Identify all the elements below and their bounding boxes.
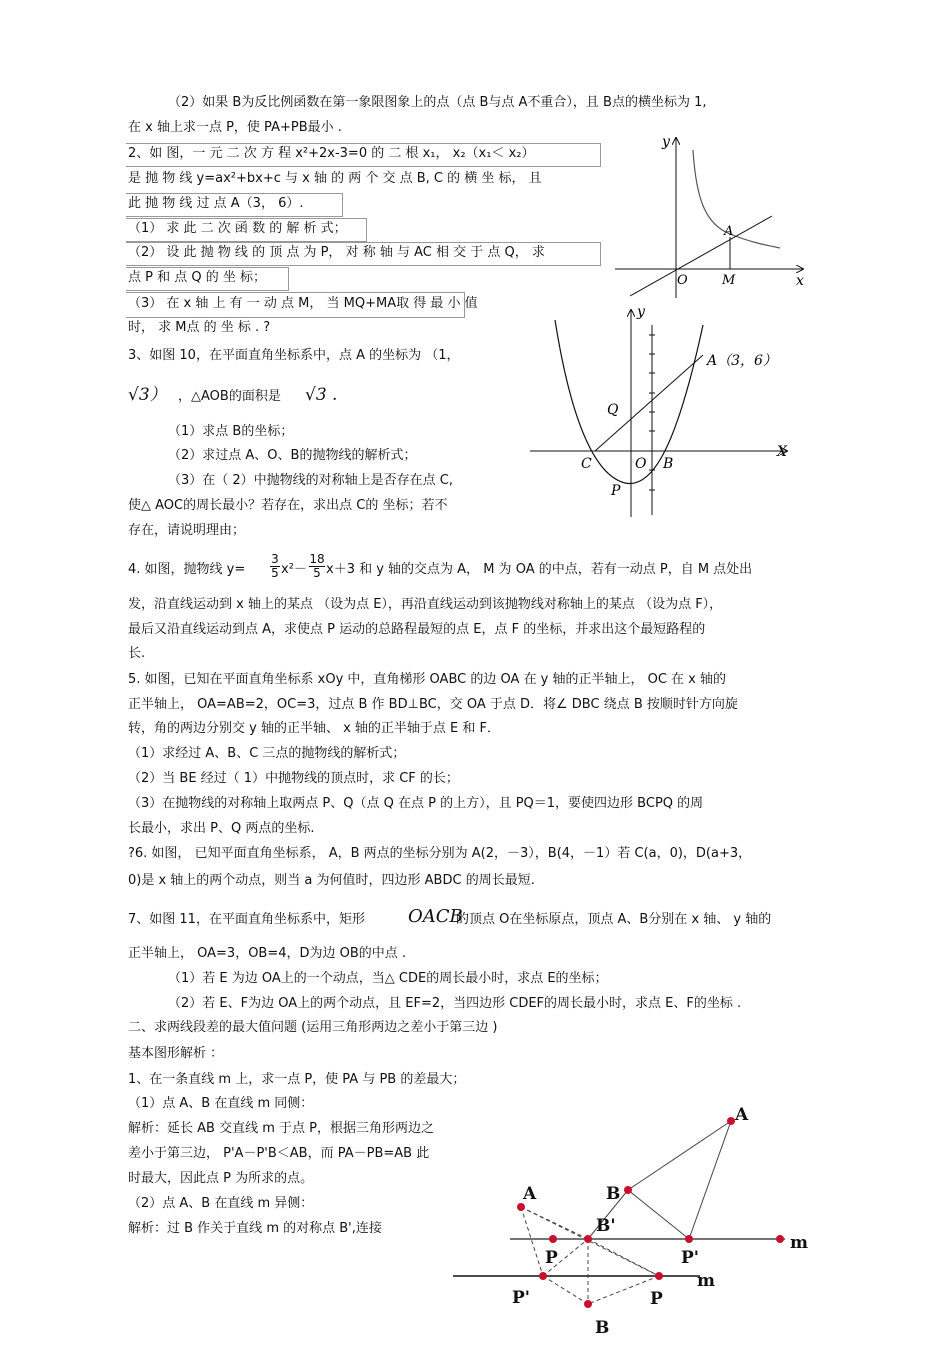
q4-frac2-den: 5 bbox=[309, 566, 325, 580]
section2-heading: 二、求两线段差的最大值问题 (运用三角形两边之差小于第三边 ) bbox=[128, 1020, 498, 1035]
parabola-figure bbox=[525, 305, 800, 520]
label-m1: m bbox=[790, 1233, 808, 1253]
q3-line-f: 使△ AOC的周长最小？若存在，求出点 C的 坐标；若不 bbox=[128, 498, 448, 513]
basic-figure-heading: 基本图形解析 ： bbox=[128, 1046, 224, 1061]
q2-line-f: 点 P 和 点 Q 的 坐 标； bbox=[128, 270, 266, 285]
q3-line-c: （1）求点 B的坐标； bbox=[168, 424, 294, 439]
q4-line-c: 最后又沿直线运动到点 A，求使点 P 运动的总路程最短的点 E，点 F 的坐标，并求出这个最短路程的 bbox=[128, 622, 706, 637]
point-C-label: C bbox=[581, 456, 592, 472]
line-through-A bbox=[630, 216, 772, 296]
label-m2: m bbox=[697, 1271, 715, 1291]
q7-line-c: （1）若 E 为边 OA上的一个动点，当△ CDE的周长最小时，求点 E的坐标； bbox=[168, 971, 608, 986]
b1-case2: （2）点 A、B 在直线 m 异侧： bbox=[128, 1196, 314, 1211]
q1-part2-line2: 在 x 轴上求一点 P，使 PA+PB最小 . bbox=[128, 120, 342, 135]
q2-line-d: （1） 求 此 二 次 函 数 的 解 析 式； bbox=[128, 221, 347, 236]
hyperbola-figure bbox=[610, 128, 810, 304]
line-difference-figure bbox=[445, 1100, 825, 1340]
q3-sqrt3-2: √3 . bbox=[305, 385, 338, 405]
point-A2 bbox=[517, 1203, 525, 1211]
q4-frac1 bbox=[270, 553, 280, 580]
q4-frac1-den: 5 bbox=[271, 566, 279, 580]
q5-line-e: （2）当 BE 经过（ 1）中抛物线的顶点时，求 CF 的长； bbox=[128, 771, 459, 786]
q4-x2: x²－ bbox=[281, 562, 307, 577]
origin-label: O bbox=[677, 273, 688, 288]
b1-case1: （1）点 A、B 在直线 m 同侧： bbox=[128, 1096, 314, 1111]
point-Pp2 bbox=[539, 1272, 547, 1280]
label-P1: P bbox=[545, 1248, 558, 1268]
q2-line-e: （2） 设 此 抛 物 线 的 顶 点 为 P， 对 称 轴 与 AC 相 交 于 点 Q， 求 bbox=[128, 245, 545, 260]
q3-line-a: 3、如图 10，在平面直角坐标系中，点 A 的坐标为 （1， bbox=[128, 348, 460, 363]
label-Pp2: P' bbox=[512, 1288, 530, 1308]
label-A1: A bbox=[735, 1105, 749, 1125]
q2-line-a: 2、如 图，一 元 二 次 方 程 x²+2x-3=0 的 二 根 x₁， x₂（x₁＜ x₂） bbox=[128, 146, 535, 161]
dashed-lines bbox=[521, 1207, 659, 1304]
q5-line-d: （1）求经过 A、B、C 三点的抛物线的解析式； bbox=[128, 746, 406, 761]
q3-line-d: （2）求过点 A、O、B的抛物线的解析式； bbox=[168, 448, 417, 463]
point-A-label: A（3，6） bbox=[707, 353, 777, 369]
segment-AB bbox=[628, 1121, 731, 1190]
q4-line-a: x＋3 和 y 轴的交点为 A， M 为 OA 的中点，若有一动点 P，自 M 点处出 bbox=[326, 562, 753, 577]
q5-line-g: 长最小，求出 P、Q 两点的坐标. bbox=[128, 821, 315, 836]
point-B-label: B bbox=[663, 456, 674, 472]
b1-line: 1、在一条直线 m 上，求一点 P，使 PA 与 PB 的差最大； bbox=[128, 1072, 466, 1087]
q7-line-b: 正半轴上， OA=3，OB=4，D为边 OB的中点 . bbox=[128, 946, 407, 961]
b1-analysis-4: 解析：过 B 作关于直线 m 的对称点 B',连接 bbox=[128, 1221, 382, 1236]
q2-line-h: 时， 求 M点 的 坐 标 . ? bbox=[128, 320, 271, 335]
q5-line-a: 5. 如图，已知在平面直角坐标系 xOy 中，直角梯形 OABC 的边 OA 在 y 轴的正半轴上， OC 在 x 轴的 bbox=[128, 672, 727, 687]
b1-analysis-3: 时最大，因此点 P 为所求的点。 bbox=[128, 1171, 314, 1186]
q1-part2-line1: （2）如果 B为反比例函数在第一象限图象上的点（点 B与点 A不重合），且 B点的横坐标为 1, bbox=[168, 95, 707, 110]
point-P-label: P bbox=[611, 483, 621, 499]
q7-oacb: OACB bbox=[408, 906, 463, 927]
q7-prefix: 7、如图 11，在平面直角坐标系中，矩形 bbox=[128, 912, 365, 927]
label-Bp2: B' bbox=[596, 1216, 616, 1236]
point-B2 bbox=[584, 1300, 592, 1308]
point-Q-label: Q bbox=[607, 402, 619, 418]
point-m-end bbox=[776, 1235, 784, 1243]
label-B2: B bbox=[595, 1318, 610, 1338]
y-label: y bbox=[662, 134, 670, 150]
y-label: y bbox=[637, 305, 645, 320]
q3-area-text: ，△AOB的面积是 bbox=[178, 389, 281, 404]
segment-BP-prime bbox=[628, 1190, 689, 1239]
point-B1 bbox=[624, 1186, 632, 1194]
label-P2: P bbox=[650, 1289, 663, 1309]
point-Bp2 bbox=[584, 1235, 592, 1243]
q4-frac2-num: 18 bbox=[309, 552, 325, 566]
b1-analysis-1: 解析：延长 AB 交直线 m 于点 P，根据三角形两边之 bbox=[128, 1121, 434, 1136]
q6-line-b: 0)是 x 轴上的两个动点，则当 a 为何值时，四边形 ABDC 的周长最短. bbox=[128, 873, 535, 888]
q7-line-d: （2）若 E、F为边 OA上的两个动点，且 EF=2，当四边形 CDEF的周长最小时，求点 E、F的坐标 . bbox=[168, 996, 742, 1011]
origin-label: O bbox=[635, 456, 647, 472]
q2-line-c: 此 抛 物 线 过 点 A（3， 6）. bbox=[128, 196, 304, 211]
q4-line-d: 长. bbox=[128, 646, 146, 661]
point-P2 bbox=[655, 1272, 663, 1280]
label-Pp1: P' bbox=[681, 1248, 699, 1268]
q2-line-g: （3） 在 x 轴 上 有 一 动 点 M， 当 MQ+MA取 得 最 小 值 bbox=[128, 296, 478, 311]
hyperbola-curve bbox=[693, 150, 780, 248]
point-M-label: M bbox=[722, 273, 736, 288]
segment-AP-prime bbox=[689, 1121, 731, 1239]
x-label: X bbox=[777, 444, 787, 460]
q3-line-g: 存在，请说明理由； bbox=[128, 523, 246, 538]
q3-line-e: （3）在（ 2）中抛物线的对称轴上是否存在点 C, bbox=[168, 473, 454, 488]
q5-line-f: （3）在抛物线的对称轴上取两点 P、Q（点 Q 在点 P 的上方），且 PQ＝1，要使四边形 BCPQ 的周 bbox=[128, 796, 704, 811]
point-P1 bbox=[549, 1235, 557, 1243]
q6-line-a: ?6. 如图， 已知平面直角坐标系， A，B 两点的坐标分别为 A(2，－3），B(4，－1）若 C(a，0)，D(a+3， bbox=[128, 846, 752, 861]
b1-analysis-2: 差小于第三边， P'A－P'B＜AB，而 PA－PB=AB 此 bbox=[128, 1146, 430, 1161]
point-Pp1 bbox=[685, 1235, 693, 1243]
parabola-curve bbox=[555, 320, 703, 484]
q4-frac2 bbox=[309, 553, 325, 580]
q5-line-b: 正半轴上， OA=AB=2，OC=3，过点 B 作 BD⊥BC，交 OA 于点 D．将∠ DBC 绕点 B 按顺时针方向旋 bbox=[128, 697, 738, 712]
q4-prefix: 4. 如图，抛物线 y= bbox=[128, 562, 246, 577]
x-label: x bbox=[796, 273, 804, 289]
label-A2: A bbox=[523, 1184, 537, 1204]
point-A1 bbox=[727, 1117, 735, 1125]
q4-frac1-num: 3 bbox=[271, 552, 279, 566]
q7-line-a: 的顶点 O在坐标原点，顶点 A、B分别在 x 轴、 y 轴的 bbox=[456, 912, 772, 927]
label-B1: B bbox=[606, 1184, 621, 1204]
q2-line-b: 是 抛 物 线 y=ax²+bx+c 与 x 轴 的 两 个 交 点 B, C 的 横 坐 标， 且 bbox=[128, 171, 542, 186]
q4-line-b: 发，沿直线运动到 x 轴上的某点 （设为点 E），再沿直线运动到该抛物线对称轴上的某点 （设为点 F）， bbox=[128, 597, 723, 612]
q5-line-c: 转，角的两边分别交 y 轴的正半轴、 x 轴的正半轴于点 E 和 F． bbox=[128, 721, 501, 736]
q3-sqrt3-1: √3） bbox=[128, 385, 167, 405]
point-A-label: A bbox=[724, 224, 734, 239]
